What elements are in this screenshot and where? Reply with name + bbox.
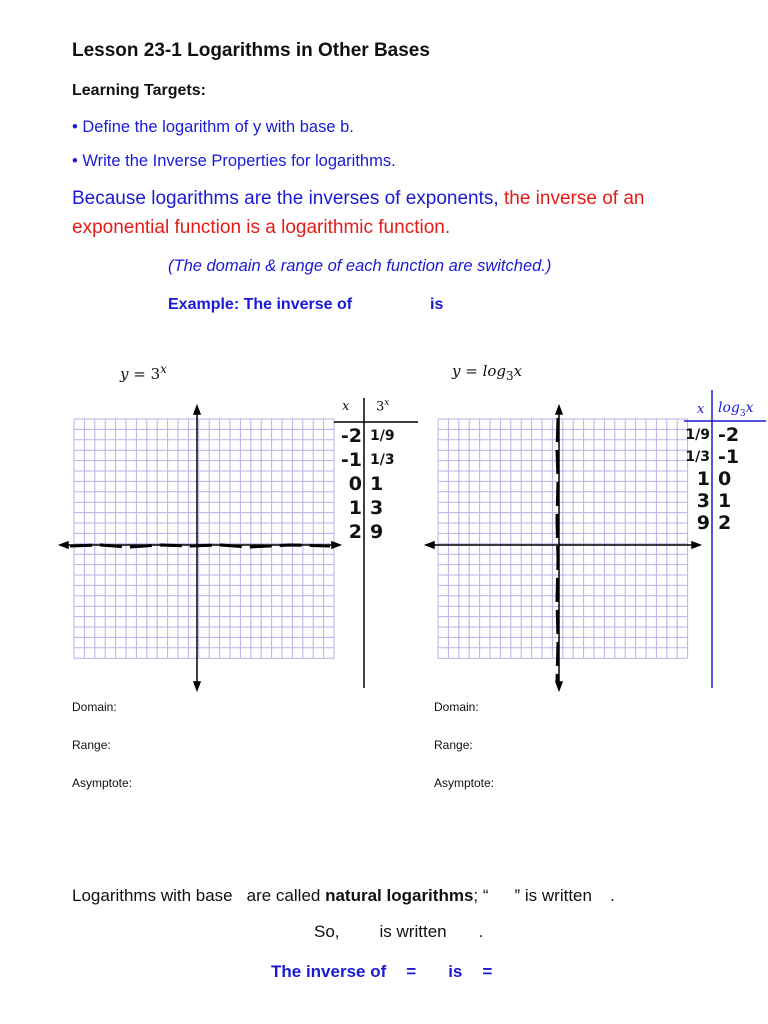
right-table-header-log: log	[718, 400, 740, 416]
inv-eq-2: =	[482, 962, 493, 981]
left-table-x: 1	[348, 497, 362, 519]
so-written-line	[314, 922, 483, 942]
right-table-header-f	[718, 400, 754, 419]
natural-log-line	[72, 886, 615, 906]
left-range-label: Range:	[72, 738, 111, 752]
lesson-title: Lesson 23-1 Logarithms in Other Bases	[72, 40, 430, 61]
right-x-axis-arrow-right	[692, 542, 700, 548]
left-y-axis-arrow-down	[194, 682, 200, 690]
right-table-header-x: x	[697, 402, 705, 417]
left-table-x-column	[328, 424, 362, 544]
right-asymptote-label: Asymptote:	[434, 776, 495, 790]
example-is: is	[430, 296, 444, 313]
so-text-b: is written	[379, 922, 447, 941]
intro-line-2: exponential function is a logarithmic function.	[72, 217, 451, 238]
left-domain-label: Domain:	[72, 700, 117, 714]
left-asymptote-marking	[70, 545, 330, 547]
right-table-x: 1/3	[685, 449, 710, 465]
right-x-axis-arrow-left	[426, 542, 434, 548]
left-table-y: 1	[370, 473, 384, 495]
nl-bold-term: natural logarithms	[325, 886, 474, 905]
left-eq-base: 3	[150, 365, 161, 383]
so-text-c: .	[478, 922, 484, 941]
nl-text-a: Logarithms with base	[72, 886, 233, 905]
right-range-label: Range:	[434, 738, 473, 752]
left-asymptote-label: Asymptote:	[72, 776, 133, 790]
left-table-y: 9	[370, 521, 384, 543]
right-y-axis-arrow-up	[556, 406, 562, 414]
inv-is: is	[448, 962, 463, 981]
learning-targets-heading: Learning Targets:	[72, 82, 206, 99]
inv-text-a: The inverse of	[271, 962, 387, 981]
right-asymptote-marking	[557, 418, 558, 682]
nl-text-b: are called	[246, 886, 321, 905]
right-table-header-arg: x	[745, 400, 754, 416]
left-table-x: 0	[348, 473, 362, 495]
left-y-axis-arrow-up	[194, 406, 200, 414]
left-table-x: -1	[340, 449, 362, 471]
nl-text-c: ; “	[473, 886, 489, 905]
left-table-header-x: x	[342, 399, 350, 414]
left-table-x: -2	[340, 425, 362, 447]
right-table-header-sub: 3	[739, 408, 746, 419]
inverse-line	[271, 962, 492, 982]
left-table-header-exp: x	[384, 398, 390, 408]
right-eq-sub: 3	[506, 369, 514, 383]
left-x-axis-arrow-left	[60, 542, 68, 548]
right-y-axis-arrow-down	[556, 682, 562, 690]
left-table-y: 3	[370, 497, 384, 519]
left-eq-lhs: y =	[120, 365, 146, 383]
domain-range-note: (The domain & range of each function are switched.)	[168, 257, 552, 275]
right-table-x: 9	[696, 512, 710, 534]
right-table-y: -2	[718, 424, 740, 446]
left-table-x: 2	[348, 521, 362, 543]
learning-target-1: • Define the logarithm of y with base b.	[72, 118, 354, 136]
right-table-y: 0	[718, 468, 732, 490]
right-table-y: -1	[718, 446, 740, 468]
right-eq-lhs: y =	[452, 362, 478, 380]
nl-text-e: .	[609, 886, 615, 905]
right-table-y: 2	[718, 512, 732, 534]
right-table-y-column	[718, 424, 762, 534]
inv-eq-1: =	[406, 962, 417, 981]
nl-text-d: ” is written	[514, 886, 592, 905]
right-coordinate-grid	[438, 419, 688, 658]
right-table-x-column	[676, 424, 710, 534]
learning-target-2: • Write the Inverse Properties for logarithms.	[72, 152, 396, 170]
left-table-y: 1/9	[370, 428, 395, 444]
right-eq-arg: x	[513, 362, 523, 380]
intro-part-1: Because logarithms are the inverses of exponents,	[72, 188, 499, 209]
example-prefix: Example: The inverse of	[168, 296, 353, 313]
right-table-x: 1/9	[685, 427, 710, 443]
right-table-x: 3	[696, 490, 710, 512]
right-eq-log: log	[482, 362, 507, 380]
right-table-y: 1	[718, 490, 732, 512]
left-coordinate-grid	[74, 419, 334, 658]
so-text-a: So,	[314, 922, 340, 941]
left-table-header-base: 3	[376, 399, 385, 415]
right-table-x: 1	[696, 468, 710, 490]
left-table-y-column	[370, 424, 410, 544]
left-eq-exp: x	[160, 362, 167, 376]
left-table-header-f	[376, 398, 389, 414]
left-table-y: 1/3	[370, 452, 395, 468]
intro-part-2: the inverse of an	[503, 188, 645, 209]
right-domain-label: Domain:	[434, 700, 479, 714]
